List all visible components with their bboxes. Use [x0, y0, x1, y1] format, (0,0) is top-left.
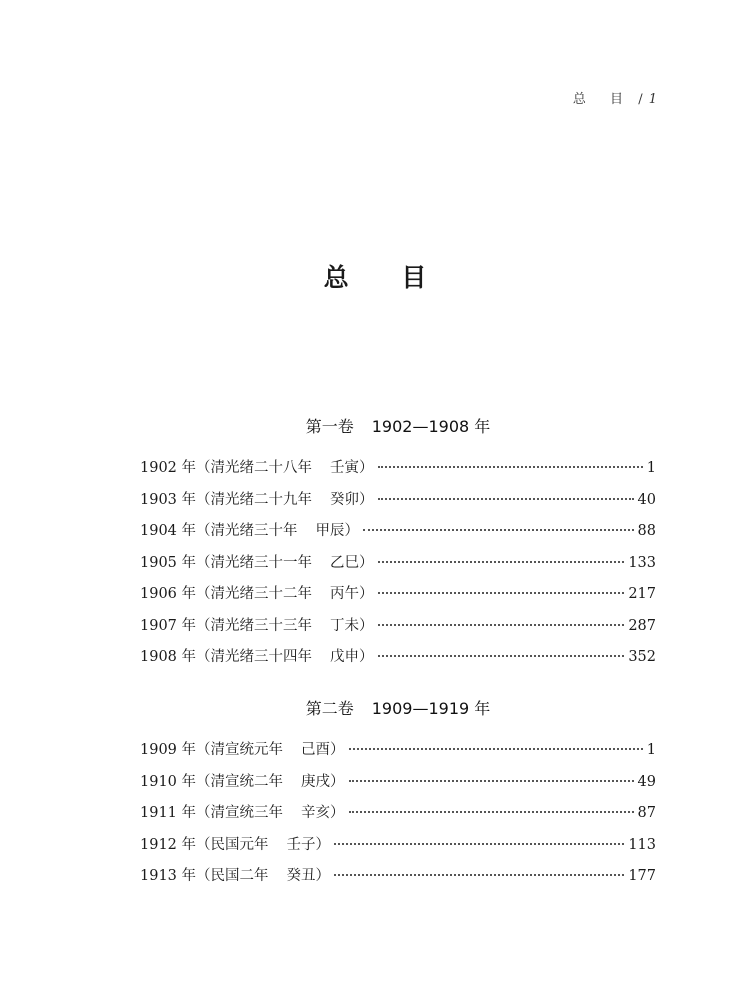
toc-entry-page: 352: [628, 649, 656, 665]
toc-entry-ganzhi: 乙巳）: [330, 554, 374, 571]
toc-entry[interactable]: [140, 488, 656, 520]
toc-entry-page: 40: [637, 491, 656, 508]
toc-entry-year: 1908 年（清光绪三十四年: [140, 649, 313, 665]
toc-entry-page: 287: [628, 617, 656, 634]
toc-entry-year: 1902 年（清光绪二十八年: [140, 460, 313, 476]
toc-entry-label: [140, 614, 374, 635]
toc-entry-year: 1912 年（民国元年: [140, 836, 269, 853]
volume-heading-range: 1909—1919 年: [371, 699, 491, 718]
toc-entry-ganzhi: 庚戌）: [301, 773, 345, 790]
toc-entry-ganzhi: 己酉）: [301, 742, 345, 758]
toc-entry[interactable]: [140, 456, 656, 488]
toc-entry-page: 1: [646, 742, 656, 758]
toc-entry-label: [140, 488, 374, 509]
toc-entry-ganzhi: 丁未）: [330, 617, 374, 634]
toc-entry-ganzhi: 癸丑）: [286, 868, 331, 884]
running-head-title: 总 目: [572, 92, 634, 107]
dot-leader: [349, 780, 634, 782]
dot-leader: [378, 466, 643, 468]
volume-heading-label: 第二卷: [305, 699, 354, 718]
running-head-separator: /: [638, 92, 644, 107]
running-head: [573, 88, 658, 107]
toc-entry-year: 1903 年（清光绪二十九年: [140, 491, 313, 508]
toc-entry-label: [140, 864, 330, 885]
toc-entry-label: [140, 770, 345, 791]
toc-entry-ganzhi: 壬寅）: [330, 460, 374, 476]
toc-entry-page: 88: [637, 523, 656, 539]
running-head-page-number: 1: [648, 92, 658, 107]
dot-leader: [349, 748, 643, 750]
toc-entry[interactable]: [140, 738, 656, 770]
toc-entry-year: 1913 年（民国二年: [140, 868, 269, 884]
dot-leader: [378, 655, 625, 657]
toc-entry-label: [140, 645, 374, 666]
toc-entry[interactable]: [140, 614, 656, 646]
page-title: 总 目: [323, 263, 449, 292]
toc-entry-ganzhi: 壬子）: [286, 836, 331, 853]
dot-leader: [378, 498, 634, 500]
toc-entry[interactable]: [140, 864, 656, 896]
toc-entry-ganzhi: 辛亥）: [301, 805, 345, 821]
toc-entry-label: [140, 801, 345, 822]
toc-entry[interactable]: [140, 770, 656, 802]
dot-leader: [363, 529, 634, 531]
volume-1: [140, 416, 656, 677]
toc-entry[interactable]: [140, 801, 656, 833]
dot-leader: [334, 843, 624, 845]
toc-entry-year: 1910 年（清宣统二年: [140, 773, 284, 790]
toc-entry[interactable]: [140, 519, 656, 551]
toc-entry-page: 177: [628, 868, 656, 884]
toc-entry-label: [140, 833, 330, 854]
volume-heading-range: 1902—1908 年: [371, 417, 491, 436]
dot-leader: [378, 592, 625, 594]
dot-leader: [334, 874, 624, 876]
toc-entry-label: [140, 551, 374, 572]
toc-entry-ganzhi: 甲辰）: [315, 523, 360, 539]
toc-entry-year: 1911 年（清宣统三年: [140, 805, 284, 821]
toc-entry-page: 1: [646, 460, 656, 476]
toc-entry-year: 1909 年（清宣统元年: [140, 742, 284, 758]
volume-heading: [140, 416, 656, 438]
toc-entry-label: [140, 738, 345, 759]
toc-entry-ganzhi: 丙午）: [330, 586, 374, 602]
toc-entry-ganzhi: 癸卯）: [330, 491, 374, 508]
dot-leader: [349, 811, 634, 813]
toc-entry-year: 1906 年（清光绪三十二年: [140, 586, 313, 602]
toc-entry-page: 113: [628, 836, 656, 853]
toc-entry[interactable]: [140, 582, 656, 614]
toc-entry-page: 133: [628, 554, 656, 571]
toc-entry-label: [140, 456, 374, 477]
volume-heading-label: 第一卷: [305, 417, 354, 436]
toc-list: [140, 456, 656, 677]
toc-entry-page: 87: [637, 805, 656, 821]
dot-leader: [378, 561, 625, 563]
toc-entry-page: 49: [637, 773, 656, 790]
volume-2: [140, 698, 656, 896]
toc-entry-ganzhi: 戊申）: [330, 649, 374, 665]
volume-heading: [140, 698, 656, 720]
toc-entry-year: 1907 年（清光绪三十三年: [140, 617, 313, 634]
toc-entry-year: 1905 年（清光绪三十一年: [140, 554, 313, 571]
toc-entry-page: 217: [628, 586, 656, 602]
dot-leader: [378, 624, 625, 626]
toc-entry-label: [140, 519, 359, 540]
toc-list: [140, 738, 656, 896]
toc-entry-label: [140, 582, 374, 603]
toc-entry[interactable]: [140, 645, 656, 677]
toc-entry[interactable]: [140, 551, 656, 583]
toc-entry-year: 1904 年（清光绪三十年: [140, 523, 298, 539]
toc-entry[interactable]: [140, 833, 656, 865]
